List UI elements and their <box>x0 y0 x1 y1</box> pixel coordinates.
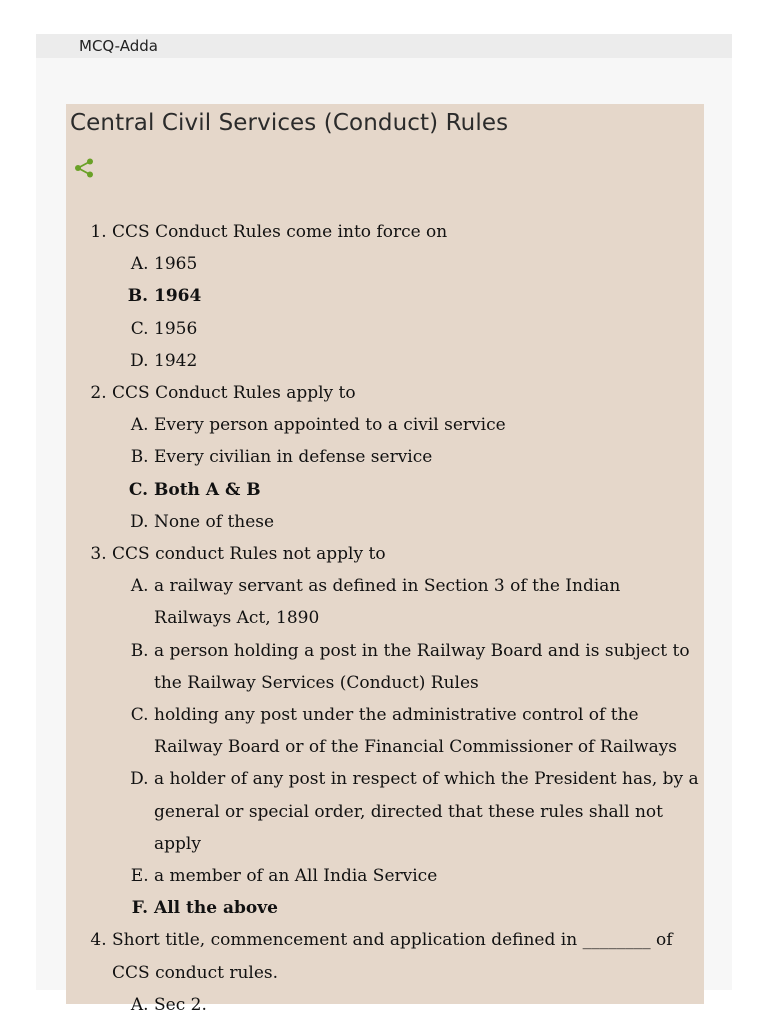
top-bar <box>36 34 732 58</box>
option-item: B. a person holding a post in the Railway Board and is subject to the Railway Services (Conduct) Rules <box>154 635 700 699</box>
question-text: CCS conduct Rules not apply to <box>112 544 386 565</box>
question-item <box>112 377 700 538</box>
question-text: CCS Conduct Rules come into force on <box>112 222 448 242</box>
question-text: Short title, commencement and application defined in ________ of CCS conduct rules. <box>112 930 673 983</box>
option-item: E. a member of an All India Service <box>154 860 700 892</box>
option-item: B. Every civilian in defense service <box>154 441 700 473</box>
question-item <box>112 216 700 377</box>
option-list <box>112 570 700 924</box>
option-item: B. 1964 <box>154 280 700 312</box>
share-icon[interactable] <box>72 156 96 180</box>
page <box>36 34 732 1015</box>
option-item: A. Every person appointed to a civil service <box>154 409 700 441</box>
site-brand-link[interactable]: MCQ-Adda <box>79 37 158 55</box>
question-item <box>112 924 700 1021</box>
option-item: D. 1942 <box>154 345 700 377</box>
option-item: D. a holder of any post in respect of which the President has, by a general or special order, directed that these rules shall not apply <box>154 763 700 860</box>
option-item: A. a railway servant as defined in Section 3 of the Indian Railways Act, 1890 <box>154 570 700 634</box>
option-item: C. holding any post under the administrative control of the Railway Board or of the Financial Commissioner of Railways <box>154 699 700 763</box>
option-item: A. Sec 2. <box>154 989 700 1021</box>
option-list <box>112 248 700 377</box>
option-list <box>112 409 700 538</box>
article-title: Central Civil Services (Conduct) Rules <box>70 110 509 136</box>
option-item: A. 1965 <box>154 248 700 280</box>
option-item: D. None of these <box>154 506 700 538</box>
question-item <box>112 538 700 924</box>
option-item: F. All the above <box>154 892 700 924</box>
option-item: C. 1956 <box>154 313 700 345</box>
question-list <box>66 216 700 1021</box>
option-list <box>112 989 700 1021</box>
article-card <box>66 104 704 1015</box>
option-item: C. Both A & B <box>154 474 700 506</box>
question-text: CCS Conduct Rules apply to <box>112 383 356 404</box>
